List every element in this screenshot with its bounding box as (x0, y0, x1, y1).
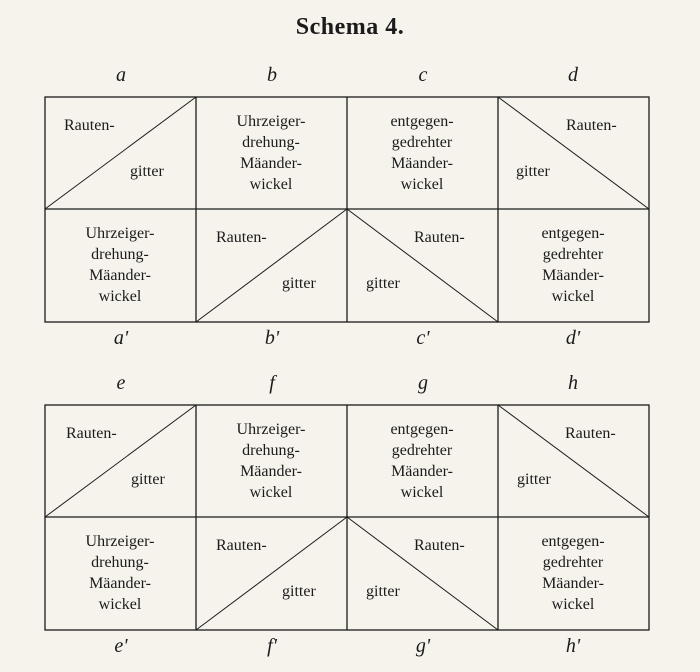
cell-e (45, 405, 195, 517)
cell-e-prime (45, 517, 195, 629)
cell-h-prime (498, 517, 648, 629)
uhr-line: Mäander- (240, 155, 302, 172)
uhr-line: Uhrzeiger- (236, 113, 306, 130)
ent-line: entgegen- (541, 533, 605, 550)
cell-c (347, 97, 497, 209)
rauten-text: Rauten- (414, 537, 465, 554)
label-a-prime: a' (113, 327, 129, 349)
rauten-text: Rauten- (565, 425, 616, 442)
cell-h (498, 405, 648, 517)
uhr-line: drehung- (242, 134, 300, 151)
cell-d (498, 97, 648, 209)
cell-g-prime (347, 517, 497, 629)
label-h: h (568, 372, 578, 394)
uhr-line: Mäander- (240, 463, 302, 480)
label-e: e (116, 372, 126, 394)
rauten-text: Rauten- (216, 229, 267, 246)
label-g-prime: g' (415, 635, 431, 657)
label-b-prime: b' (264, 327, 280, 349)
ent-line: gedrehter (391, 442, 453, 459)
label-g: g (418, 372, 428, 394)
rauten-text: Rauten- (64, 117, 115, 134)
gitter-text: gitter (130, 163, 164, 180)
ent-line: Mäander- (391, 155, 453, 172)
gitter-text: gitter (517, 471, 551, 488)
uhr-line: Mäander- (89, 575, 151, 592)
gitter-text: gitter (366, 275, 400, 292)
schema-title: Schema 4. (295, 14, 405, 40)
cell-c-prime (347, 209, 497, 321)
label-f-prime: f' (267, 635, 277, 657)
label-h-prime: h' (565, 635, 581, 657)
uhr-line: Mäander- (89, 267, 151, 284)
label-c: c (418, 64, 428, 86)
uhr-line: wickel (98, 288, 142, 305)
cell-d-prime (498, 209, 648, 321)
ent-line: Mäander- (542, 575, 604, 592)
ent-line: Mäander- (391, 463, 453, 480)
uhr-line: wickel (98, 596, 142, 613)
gitter-text: gitter (366, 583, 400, 600)
cell-g (347, 405, 497, 517)
rauten-text: Rauten- (414, 229, 465, 246)
ent-line: wickel (551, 596, 595, 613)
ent-line: entgegen- (390, 113, 454, 130)
cell-b-prime (196, 209, 346, 321)
ent-line: gedrehter (391, 134, 453, 151)
ent-line: wickel (400, 484, 444, 501)
ent-line: entgegen- (390, 421, 454, 438)
label-b: b (267, 64, 277, 86)
gitter-text: gitter (131, 471, 165, 488)
uhr-line: drehung- (242, 442, 300, 459)
cell-f-prime (196, 517, 346, 629)
gitter-text: gitter (516, 163, 550, 180)
ent-line: Mäander- (542, 267, 604, 284)
rauten-text: Rauten- (216, 537, 267, 554)
uhr-line: Uhrzeiger- (236, 421, 306, 438)
label-a: a (116, 64, 126, 86)
gitter-text: gitter (282, 583, 316, 600)
uhr-line: wickel (249, 176, 293, 193)
label-d: d (568, 64, 578, 86)
rauten-text: Rauten- (66, 425, 117, 442)
uhr-line: drehung- (91, 246, 149, 263)
label-e-prime: e' (114, 635, 128, 657)
ent-line: gedrehter (542, 554, 604, 571)
label-c-prime: c' (416, 327, 430, 349)
ent-line: gedrehter (542, 246, 604, 263)
cell-b (196, 97, 346, 209)
cell-a-prime (45, 209, 195, 321)
gitter-text: gitter (282, 275, 316, 292)
label-f: f (269, 372, 275, 394)
ent-line: entgegen- (541, 225, 605, 242)
uhr-line: Uhrzeiger- (85, 225, 155, 242)
uhr-line: Uhrzeiger- (85, 533, 155, 550)
label-d-prime: d' (565, 327, 581, 349)
uhr-line: wickel (249, 484, 293, 501)
ent-line: wickel (551, 288, 595, 305)
rauten-text: Rauten- (566, 117, 617, 134)
uhr-line: drehung- (91, 554, 149, 571)
cell-a (45, 97, 195, 209)
cell-f (196, 405, 346, 517)
ent-line: wickel (400, 176, 444, 193)
